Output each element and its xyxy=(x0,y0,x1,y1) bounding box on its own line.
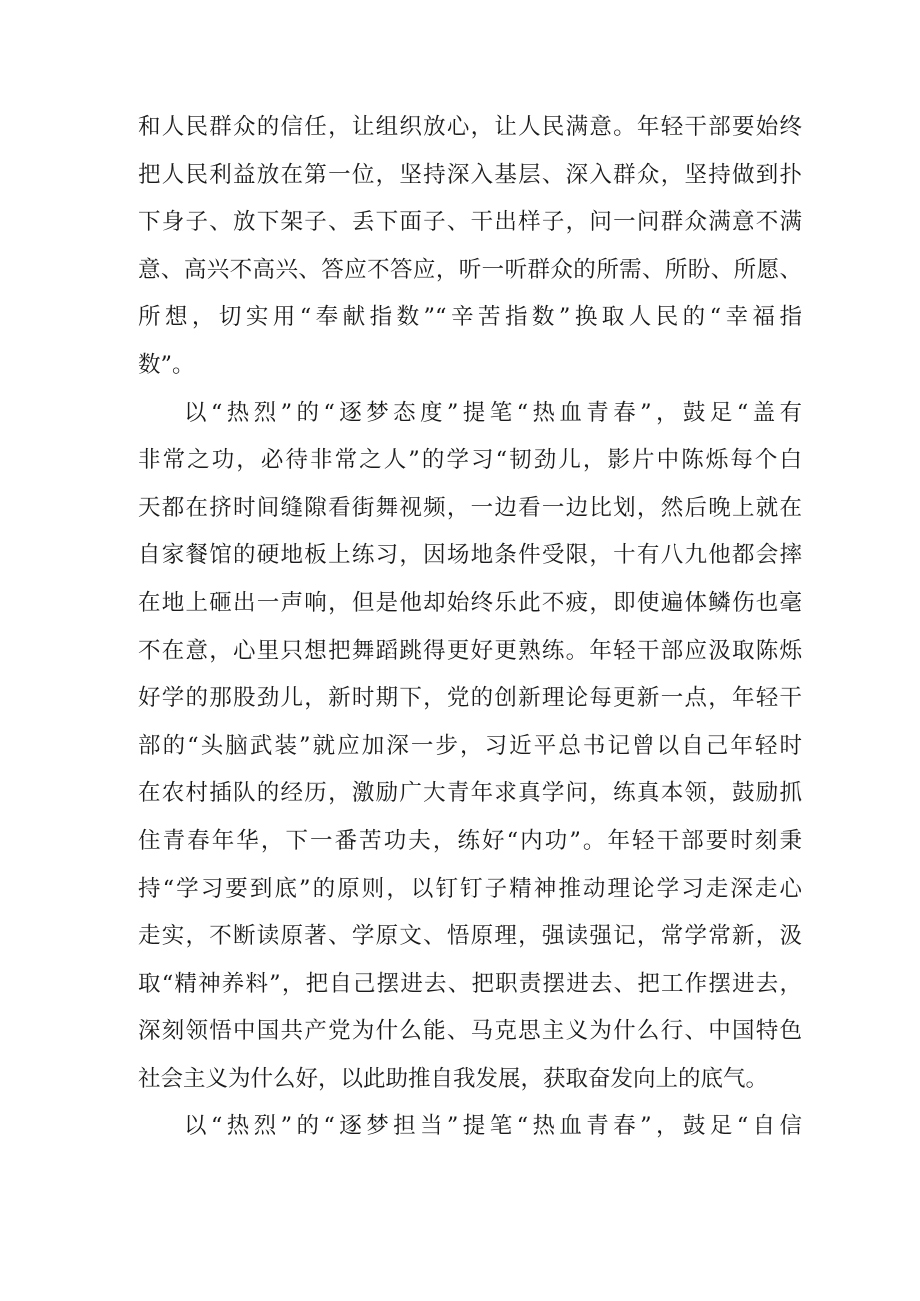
text-line: 深刻领悟中国共产党为什么能、马克思主义为什么行、中国特色 xyxy=(138,1018,802,1045)
text-line: 以“热烈”的“逐梦态度”提笔“热血青春”，鼓足“盖有 xyxy=(184,399,802,426)
text-line: 住青春年华，下一番苦功夫，练好“内功”。年轻干部要时刻秉 xyxy=(138,827,802,854)
text-line: 所想，切实用“奉献指数”“辛苦指数”换取人民的“幸福指 xyxy=(138,304,802,331)
text-line: 意、高兴不高兴、答应不答应，听一听群众的所需、所盼、所愿、 xyxy=(138,256,802,283)
text-line: 不在意，心里只想把舞蹈跳得更好更熟练。年轻干部应汲取陈烁 xyxy=(138,637,802,664)
text-line: 部的“头脑武装”就应加深一步，习近平总书记曾以自己年轻时 xyxy=(138,732,802,759)
text-line: 社会主义为什么好，以此助推自我发展，获取奋发向上的底气。 xyxy=(138,1065,769,1092)
text-line: 在地上砸出一声响，但是他却始终乐此不疲，即使遍体鳞伤也毫 xyxy=(138,589,802,616)
text-line: 取“精神养料”，把自己摆进去、把职责摆进去、把工作摆进去， xyxy=(138,970,802,997)
text-line: 在农村插队的经历，激励广大青年求真学问，练真本领，鼓励抓 xyxy=(138,780,802,807)
text-line: 天都在挤时间缝隙看街舞视频，一边看一边比划，然后晚上就在 xyxy=(138,494,802,521)
paragraph-study-attitude xyxy=(138,390,802,1104)
text-line: 非常之功，必待非常之人”的学习“韧劲儿，影片中陈烁每个白 xyxy=(138,447,802,474)
text-line: 走实，不断读原著、学原文、悟原理，强读强记，常学常新，汲 xyxy=(138,923,802,950)
text-line: 下身子、放下架子、丢下面子、干出样子，问一问群众满意不满 xyxy=(138,209,802,236)
text-line: 持“学习要到底”的原则，以钉钉子精神推动理论学习走深走心 xyxy=(138,875,802,902)
text-line: 和人民群众的信任，让组织放心，让人民满意。年轻干部要始终 xyxy=(138,114,802,140)
paragraph-dream-responsibility xyxy=(138,1103,802,1151)
text-line: 数”。 xyxy=(138,351,195,378)
text-line: 好学的那股劲儿，新时期下，党的创新理论每更新一点，年轻干 xyxy=(138,685,802,712)
document-body xyxy=(138,104,802,1151)
paragraph-people-trust xyxy=(138,104,802,390)
text-line: 以“热烈”的“逐梦担当”提笔“热血青春”，鼓足“自信 xyxy=(184,1113,802,1140)
text-line: 把人民利益放在第一位，坚持深入基层、深入群众，坚持做到扑 xyxy=(138,161,802,188)
text-line: 自家餐馆的硬地板上练习，因场地条件受限，十有八九他都会摔 xyxy=(138,542,802,569)
